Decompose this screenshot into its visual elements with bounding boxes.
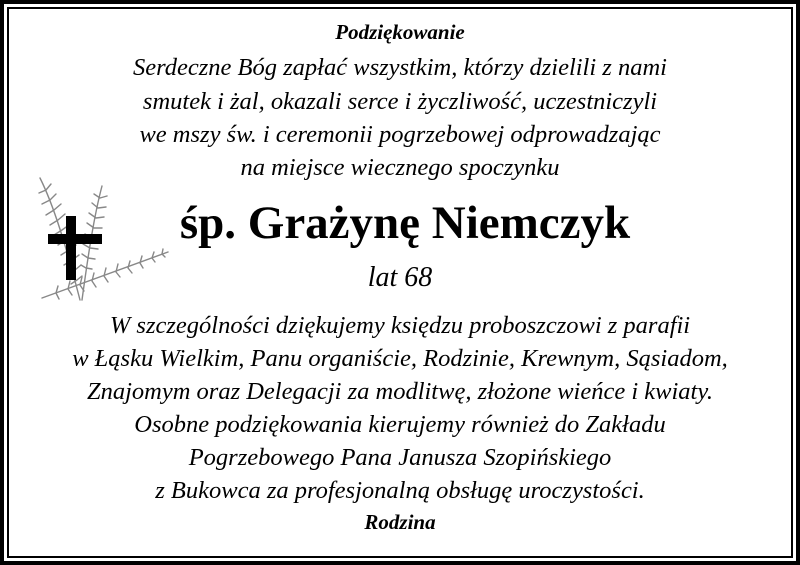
- heading: Podziękowanie: [335, 20, 465, 44]
- deceased-name: śp. Grażynę Niemczyk: [179, 197, 631, 249]
- thanks-line-3: Znajomym oraz Delegacji za modlitwę, złożone wieńce i kwiaty.: [86, 378, 714, 405]
- thanks-line-2: w Łąsku Wielkim, Panu organiście, Rodzinie, Krewnym, Sąsiadom,: [72, 345, 728, 372]
- intro-line-4: na miejsce wiecznego spoczynku: [240, 154, 560, 181]
- thanks-line-1: W szczególności dziękujemy księdzu proboszczowi z parafii: [109, 312, 691, 339]
- intro-line-3: we mszy św. i ceremonii pogrzebowej odprowadzając: [139, 121, 661, 148]
- intro-line-1: Serdeczne Bóg zapłać wszystkim, którzy dzielili z nami: [133, 54, 667, 81]
- thanks-line-5: Pogrzebowego Pana Janusza Szopińskiego: [188, 444, 612, 471]
- signature: Rodzina: [364, 510, 436, 534]
- thanks-line-4: Osobne podziękowania kierujemy również do Zakładu: [134, 411, 666, 438]
- intro-line-2: smutek i żal, okazali serce i życzliwość, uczestniczyli: [142, 88, 658, 115]
- age: lat 68: [367, 262, 433, 293]
- thanks-line-6: z Bukowca za profesjonalną obsługę uroczystości.: [155, 477, 645, 504]
